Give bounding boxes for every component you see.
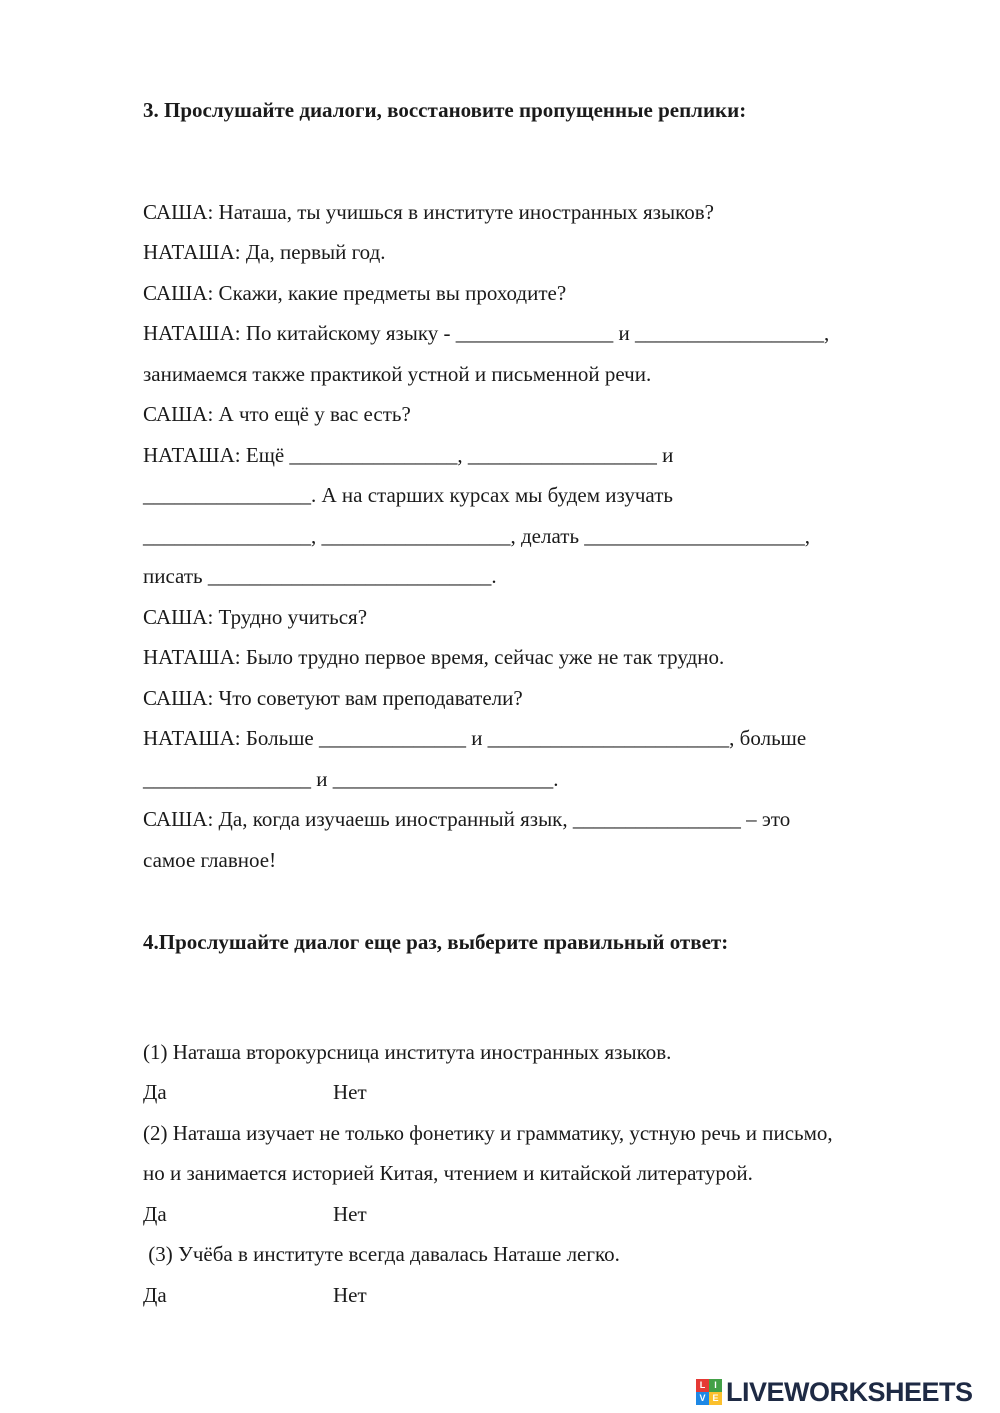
question-2-yes-option[interactable]: Да [143, 1202, 167, 1226]
dialogue-line-13: САША: Что советуют вам преподаватели? [143, 686, 523, 710]
section-4-heading: 4.Прослушайте диалог еще раз, выберите правильный ответ: [143, 930, 729, 954]
dialogue-line-1: САША: Наташа, ты учишься в институте иностранных языков? [143, 200, 714, 224]
question-2-line-2: но и занимается историей Китая, чтением и китайской литературой. [143, 1161, 753, 1185]
question-2-no-option[interactable]: Нет [333, 1202, 367, 1226]
dialogue-line-10: писать ___________________________. [143, 564, 497, 588]
logo-tile-i: I [709, 1379, 722, 1392]
dialogue-line-16: САША: Да, когда изучаешь иностранный язык, ________________ – это [143, 807, 791, 831]
dialogue-line-5: занимаемся также практикой устной и письменной речи. [143, 362, 652, 386]
section-3-heading: 3. Прослушайте диалоги, восстановите пропущенные реплики: [143, 98, 747, 122]
dialogue-line-14: НАТАША: Больше ______________ и _______________________, больше [143, 726, 807, 750]
dialogue-line-17: самое главное! [143, 848, 277, 872]
question-1-no-option[interactable]: Нет [333, 1080, 367, 1104]
dialogue-line-2: НАТАША: Да, первый год. [143, 240, 386, 264]
liveworksheets-logo-icon [696, 1379, 722, 1405]
dialogue-line-4: НАТАША: По китайскому языку - _______________ и __________________, [143, 321, 830, 345]
liveworksheets-logo [696, 1376, 973, 1408]
dialogue-line-8: ________________. А на старших курсах мы будем изучать [143, 483, 673, 507]
question-2-line-1: (2) Наташа изучает не только фонетику и грамматику, устную речь и письмо, [143, 1121, 833, 1145]
dialogue-line-7: НАТАША: Ещё ________________, __________________ и [143, 443, 674, 467]
dialogue-line-6: САША: А что ещё у вас есть? [143, 402, 411, 426]
dialogue-line-15: ________________ и _____________________. [143, 767, 559, 791]
question-3: (3) Учёба в институте всегда давалась Наташе легко. [143, 1242, 620, 1266]
dialogue-line-3: САША: Скажи, какие предметы вы проходите? [143, 281, 567, 305]
question-1: (1) Наташа второкурсница института иностранных языков. [143, 1040, 672, 1064]
dialogue-line-9: ________________, __________________, делать _____________________, [143, 524, 811, 548]
question-1-yes-option[interactable]: Да [143, 1080, 167, 1104]
logo-tile-e: E [709, 1392, 722, 1405]
logo-tile-v: V [696, 1392, 709, 1405]
dialogue-line-11: САША: Трудно учиться? [143, 605, 368, 629]
question-3-no-option[interactable]: Нет [333, 1283, 367, 1307]
dialogue-line-12: НАТАША: Было трудно первое время, сейчас уже не так трудно. [143, 645, 725, 669]
liveworksheets-logo-text: LIVEWORKSHEETS [726, 1376, 973, 1407]
logo-tile-l: L [696, 1379, 709, 1392]
question-3-yes-option[interactable]: Да [143, 1283, 167, 1307]
